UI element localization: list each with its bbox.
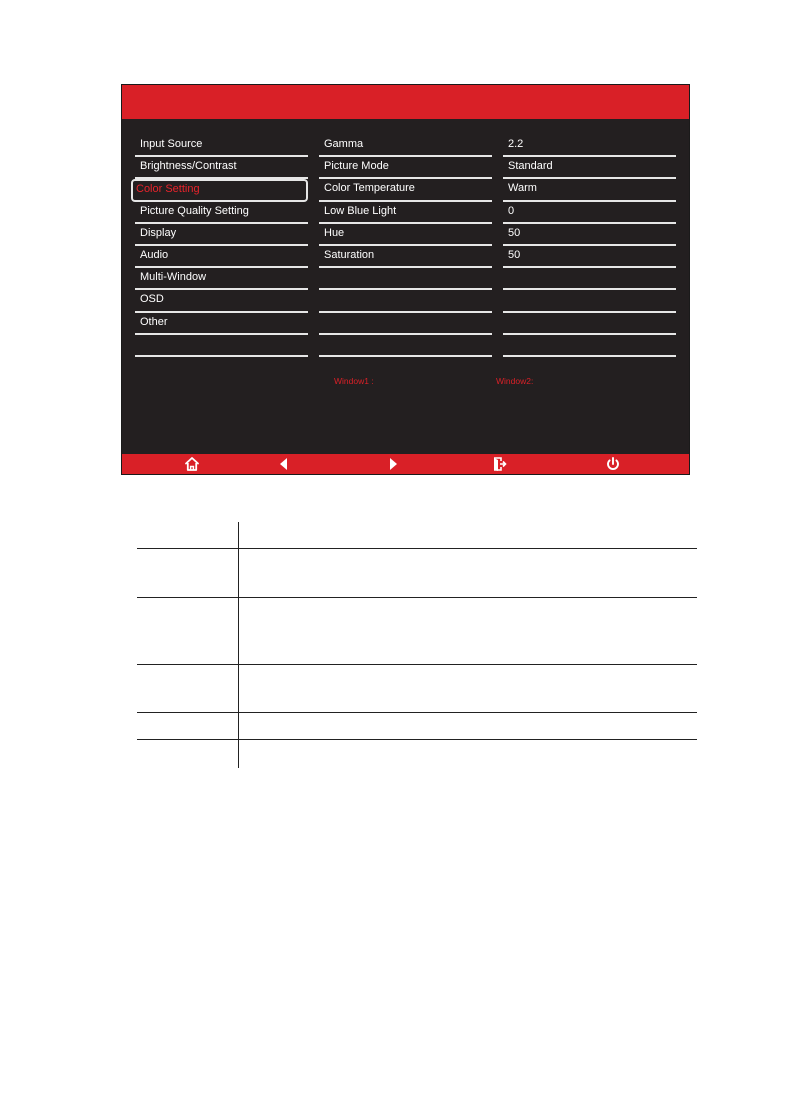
value-saturation: 50: [503, 246, 676, 268]
left-arrow-icon[interactable]: [275, 455, 293, 473]
menu-item-osd[interactable]: OSD: [135, 290, 308, 312]
table-column-divider: [238, 522, 239, 768]
setting-saturation[interactable]: Saturation: [319, 246, 492, 268]
window1-label: Window1 :: [334, 376, 374, 386]
setting-hue[interactable]: Hue: [319, 224, 492, 246]
osd-menu: [121, 84, 690, 475]
power-icon[interactable]: [604, 455, 622, 473]
table-row-divider: [137, 548, 697, 549]
table-row-divider: [137, 739, 697, 740]
value-empty: [503, 268, 676, 290]
value-empty: [503, 290, 676, 312]
description-table: [137, 522, 697, 768]
settings-column: [319, 135, 492, 357]
window2-label: Window2:: [496, 376, 534, 386]
value-empty: [503, 313, 676, 335]
value-gamma: 2.2: [503, 135, 676, 157]
value-empty: [503, 335, 676, 357]
exit-icon[interactable]: [490, 455, 508, 473]
setting-color-temperature[interactable]: Color Temperature: [319, 179, 492, 201]
values-column: [503, 135, 676, 357]
table-row-divider: [137, 664, 697, 665]
setting-low-blue-light[interactable]: Low Blue Light: [319, 202, 492, 224]
setting-empty: [319, 268, 492, 290]
menu-item-color-setting[interactable]: Color Setting: [131, 179, 308, 201]
table-row-divider: [137, 712, 697, 713]
menu-item-brightness-contrast[interactable]: Brightness/Contrast: [135, 157, 308, 179]
value-low-blue-light: 0: [503, 202, 676, 224]
menu-item-other[interactable]: Other: [135, 313, 308, 335]
value-color-temperature: Warm: [503, 179, 676, 201]
home-icon[interactable]: [183, 455, 201, 473]
menu-item-empty: [135, 335, 308, 357]
value-hue: 50: [503, 224, 676, 246]
setting-gamma[interactable]: Gamma: [319, 135, 492, 157]
menu-item-multi-window[interactable]: Multi-Window: [135, 268, 308, 290]
menu-item-picture-quality-setting[interactable]: Picture Quality Setting: [135, 202, 308, 224]
setting-empty: [319, 313, 492, 335]
value-picture-mode: Standard: [503, 157, 676, 179]
osd-header-bar: [122, 85, 689, 119]
setting-picture-mode[interactable]: Picture Mode: [319, 157, 492, 179]
main-menu-column: [135, 135, 308, 357]
setting-empty: [319, 335, 492, 357]
table-row-divider: [137, 597, 697, 598]
setting-empty: [319, 290, 492, 312]
menu-item-audio[interactable]: Audio: [135, 246, 308, 268]
menu-item-display[interactable]: Display: [135, 224, 308, 246]
menu-item-input-source[interactable]: Input Source: [135, 135, 308, 157]
osd-footer-bar: [122, 454, 689, 474]
right-arrow-icon[interactable]: [384, 455, 402, 473]
